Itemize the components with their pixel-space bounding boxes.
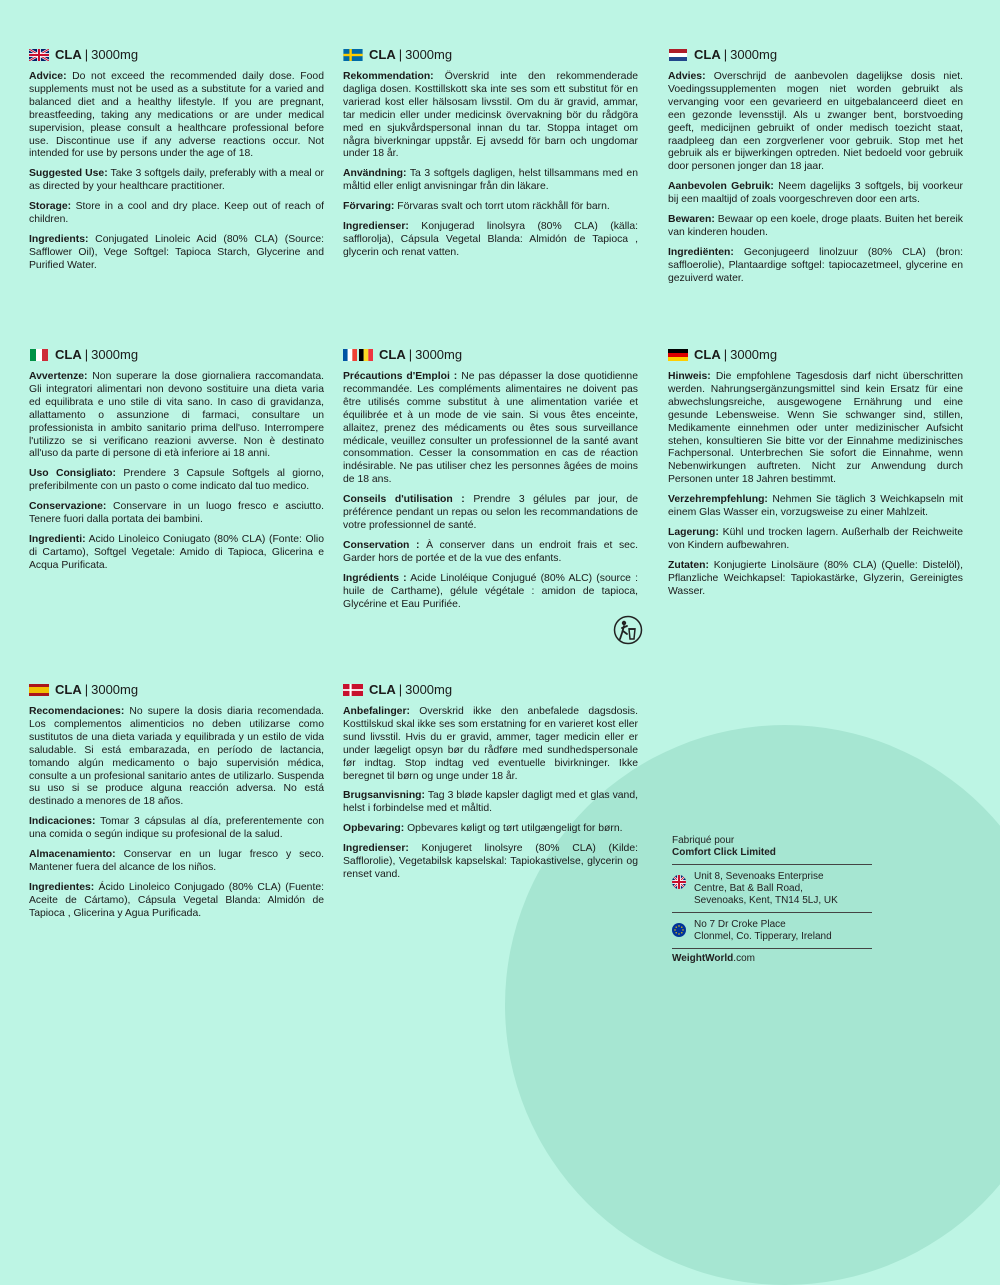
divider — [672, 912, 872, 913]
netherlands-flag — [668, 49, 688, 61]
france-flag — [343, 349, 357, 361]
usage-paragraph: Användning: Ta 3 softgels dagligen, helst tillsammans med en måltid eller enligt anvisningar från din läkare. — [343, 168, 638, 193]
section-header: CLA | 3000mg — [343, 682, 638, 698]
section-denmark — [343, 682, 638, 889]
ingredients-paragraph: Ingredienser: Konjugerad linolsyra (80% CLA) (källa: safflorolja), Cápsula Vegetal Blanda: Almidón de Tapioca , glycerin och renat vatten. — [343, 221, 638, 258]
section-header: CLA | 3000mg — [29, 47, 324, 63]
usage-paragraph: Aanbevolen Gebruik: Neem dagelijks 3 softgels, bij voorkeur bij een maaltijd of zoals voorgeschreven door een arts. — [668, 181, 963, 206]
section-header: CLA | 3000mg — [29, 682, 324, 698]
advice-paragraph: Recomendaciones: No supere la dosis diaria recomendada. Los complementos alimenticios no deben utilizarse como sustitutos de una dieta variada y equilibrada y un estilo de vida saludable. Si está embarazada, en período de lactancia, tomando algún medicamento o bajo supervisión médica, consulte a un profesional sanitario antes de utilizarlo. Suspenda su uso si se produce alguna reacción adversa. No está destinado a menores de 18 años. — [29, 706, 324, 808]
usage-paragraph: Suggested Use: Take 3 softgels daily, preferably with a meal or as directed by your healthcare practitioner. — [29, 168, 324, 193]
section-header: CLA | 3000mg — [343, 47, 638, 63]
italy-flag — [29, 349, 49, 361]
ingredients-paragraph: Ingrédients : Acide Linoléique Conjugué (80% ALC) (source : huile de Carthame), gélule végétale : amidon de tapioca, Glycérine et Eau Purifiée. — [343, 572, 638, 610]
advice-paragraph: Avvertenze: Non superare la dose giornaliera raccomandata. Gli integratori alimentari non devono sostituire una dieta varia ed equilibrata e uno stile di vita sano. In caso di gravidanza, allattamento o assunzione di farmaci, consultare un professionista in ambito sanitario prima dell'uso. Interrompere l'utilizzo se si verificano reazioni avverse. Non è destinato all'uso da parte di persone di età inferiore ai 18 anni. — [29, 371, 324, 460]
eu-address: No 7 Dr Croke Place Clonmel, Co. Tipperary, Ireland — [672, 919, 872, 943]
company-info — [672, 835, 872, 965]
storage-paragraph: Förvaring: Förvaras svalt och torrt utom räckhåll för barn. — [343, 201, 610, 213]
usage-paragraph: Indicaciones: Tomar 3 cápsulas al día, preferentemente con una comida o según indique su profesional de la salud. — [29, 816, 324, 841]
usage-paragraph: Conseils d'utilisation : Prendre 3 gélules par jour, de préférence pendant un repas ou selon les recommandations de votre professionnel de santé. — [343, 494, 638, 531]
divider — [672, 864, 872, 865]
section-header: CLA | 3000mg — [668, 47, 963, 63]
germany-flag — [668, 349, 688, 361]
advice-paragraph: Advies: Overschrijd de aanbevolen dagelijkse dosis niet. Voedingssupplementen mogen niet worden gebruikt als vervanging voor een gevarieerd en uitgebalanceerd dieet en een gezonde levensstijl. Als u zwanger bent, borstvoeding geeft, medicijnen gebruikt of onder medisch toezicht staat, raadpleeg dan een zorgverlener voor gebruik. Stop met het gebruik als er bijwerkingen optreden. Niet bedoeld voor gebruik door personen jonger dan 18 jaar. — [668, 71, 963, 173]
section-header: CLA | 3000mg — [343, 347, 638, 363]
storage-paragraph: Opbevaring: Opbevares køligt og tørt utilgængeligt for børn. — [343, 823, 623, 835]
ingredients-paragraph: Ingredients: Conjugated Linoleic Acid (80% CLA) (Source: Safflower Oil), Vege Softgel: Tapioca Starch, Glycerine and Purified Water. — [29, 233, 324, 271]
usage-paragraph: Uso Consigliato: Prendere 3 Capsule Softgels al giorno, preferibilmente con un pasto o come indicato dal tuo medico. — [29, 468, 325, 493]
section-sweden — [343, 47, 638, 267]
uk-address: Unit 8, Sevenoaks Enterprise Centre, Bat & Ball Road, Sevenoaks, Kent, TN14 5LJ, UK — [672, 871, 872, 907]
uk-flag — [672, 875, 686, 889]
section-italy — [29, 347, 324, 580]
tidyman-recycle-icon — [613, 615, 643, 645]
advice-paragraph: Précautions d'Emploi : Ne pas dépasser la dose quotidienne recommandée. Les compléments alimentaires ne doivent pas être utilisés comme substitut à une alimentation variée et équilibrée et à un mode de vie sain. Si vous êtes enceinte, allaitez, prenez des médicaments ou êtes sous surveillance médicale, veuillez consulter un professionnel de la santé avant consommation. Cesser la consommation en cas de réaction indésirable. Ne pas utiliser chez les personnes âgées de moins de 18 ans. — [343, 371, 638, 486]
usage-paragraph: Brugsanvisning: Tag 3 bløde kapsler dagligt med et glas vand, helst i forbindelse med et måltid. — [343, 790, 638, 815]
section-uk — [29, 47, 324, 280]
belgium-flag — [359, 349, 373, 361]
section-header: CLA | 3000mg — [668, 347, 963, 363]
sweden-flag — [343, 49, 363, 61]
storage-paragraph: Storage: Store in a cool and dry place. Keep out of reach of children. — [29, 201, 324, 226]
storage-paragraph: Conservation : À conserver dans un endroit frais et sec. Garder hors de portée et de la vue des enfants. — [343, 539, 639, 564]
made-for-label: Fabriqué pour — [672, 835, 735, 846]
ingredients-paragraph: Ingredientes: Ácido Linoleico Conjugado (80% CLA) (Fuente: Aceite de Cártamo), Cápsula Vegetal Blanda: Almidón de Tapioca , Glicerina y Agua Purificada. — [29, 881, 324, 919]
spain-flag — [29, 684, 49, 696]
section-spain — [29, 682, 324, 928]
denmark-flag — [343, 684, 363, 696]
storage-paragraph: Lagerung: Kühl und trocken lagern. Außerhalb der Reichweite von Kindern aufbewahren. — [668, 526, 963, 551]
storage-paragraph: Conservazione: Conservare in un luogo fresco e asciutto. Tenere fuori dalla portata dei bambini. — [29, 501, 324, 526]
advice-paragraph: Hinweis: Die empfohlene Tagesdosis darf nicht überschritten werden. Nahrungsergänzungsmittel sind kein Ersatz für eine abwechslungsreiche, ausgewogene Ernährung und eine gesunde Lebensweise. Wenn Sie schwanger sind, stillen, Medikamente einnehmen oder unter medizinischer Aufsicht stehen, konsultieren Sie bitte vor der Einnahme medizinisches Fachpersonal. Unterbrechen Sie sofort die Einnahme, wenn Nebenwirkungen auftreten. Nicht zur Anwendung durch Personen unter 18 Jahren bestimmt. — [668, 371, 963, 486]
divider — [672, 948, 872, 949]
ingredients-paragraph: Ingredienser: Konjugeret linolsyre (80% CLA) (Kilde: Safflorolie), Vegetabilsk kapselskal: Tapiokastivelse, glycerin og renset vand. — [343, 843, 638, 880]
brand-website: WeightWorld.com — [672, 953, 755, 964]
storage-paragraph: Almacenamiento: Conservar en un lugar fresco y seco. Mantener fuera del alcance de los niños. — [29, 849, 324, 873]
ingredients-paragraph: Zutaten: Konjugierte Linolsäure (80% CLA) (Quelle: Distelöl), Pflanzliche Weichkapsel: Tapiokastärke, Glyzerin, Gereinigtes Wasser. — [668, 559, 963, 597]
usage-paragraph: Verzehrempfehlung: Nehmen Sie täglich 3 Weichkapseln mit einem Glas Wasser ein, vorzugsweise zu einer Mahlzeit. — [668, 494, 963, 519]
company-name: Comfort Click Limited — [672, 847, 776, 858]
section-germany — [668, 347, 963, 606]
storage-paragraph: Bewaren: Bewaar op een koele, droge plaats. Buiten het bereik van kinderen houden. — [668, 214, 963, 238]
ingredients-paragraph: Ingrediënten: Geconjugeerd linolzuur (80% CLA) (bron: saffloerolie), Plantaardige softgel: tapiocazetmeel, glycerine en gezuiverd water. — [668, 246, 963, 284]
section-header: CLA | 3000mg — [29, 347, 324, 363]
advice-paragraph: Advice: Do not exceed the recommended daily dose. Food supplements must not be used as a substitute for a varied and balanced diet and a healthy lifestyle. If you are pregnant, breastfeeding, taking any medications or are under medical supervision, please consult a healthcare professional before use. Discontinue use if any adverse reactions occur. Not intended for use by persons under the age of 18. — [29, 71, 324, 160]
eu-flag — [672, 923, 686, 937]
uk-flag — [29, 49, 49, 61]
section-france-belgium — [343, 347, 638, 618]
advice-paragraph: Rekommendation: Överskrid inte den rekommenderade dagliga dosen. Kosttillskott ska inte ses som ett substitut för en varierad kost eller hälsosam livsstil. Om du är gravid, ammar, tar medicin eller under medicinsk övervakning bör du rådgöra med en sjukvårdspersonal innan du tar. Stoppa intaget om några biverkningar uppstår. Ej avsedd för barn och ungdomar under 18 år. — [343, 71, 638, 160]
ingredients-paragraph: Ingredienti: Acido Linoleico Coniugato (80% CLA) (Fonte: Olio di Cartamo), Softgel Vegetale: Amido di Tapioca, Glicerina e Acqua Purificata. — [29, 533, 324, 571]
section-netherlands — [668, 47, 963, 293]
advice-paragraph: Anbefalinger: Overskrid ikke den anbefalede dagsdosis. Kosttilskud skal ikke ses som erstatning for en varieret kost eller sund livsstil. Hvis du er gravid, ammer, tager medicin eller er under lægeligt opsyn bør du rådføre med sundhedspersonale før indtag. Stop indtag ved eventuelle bivirkninger. Ikke beregnet til børn og unge under 18 år. — [343, 706, 638, 782]
